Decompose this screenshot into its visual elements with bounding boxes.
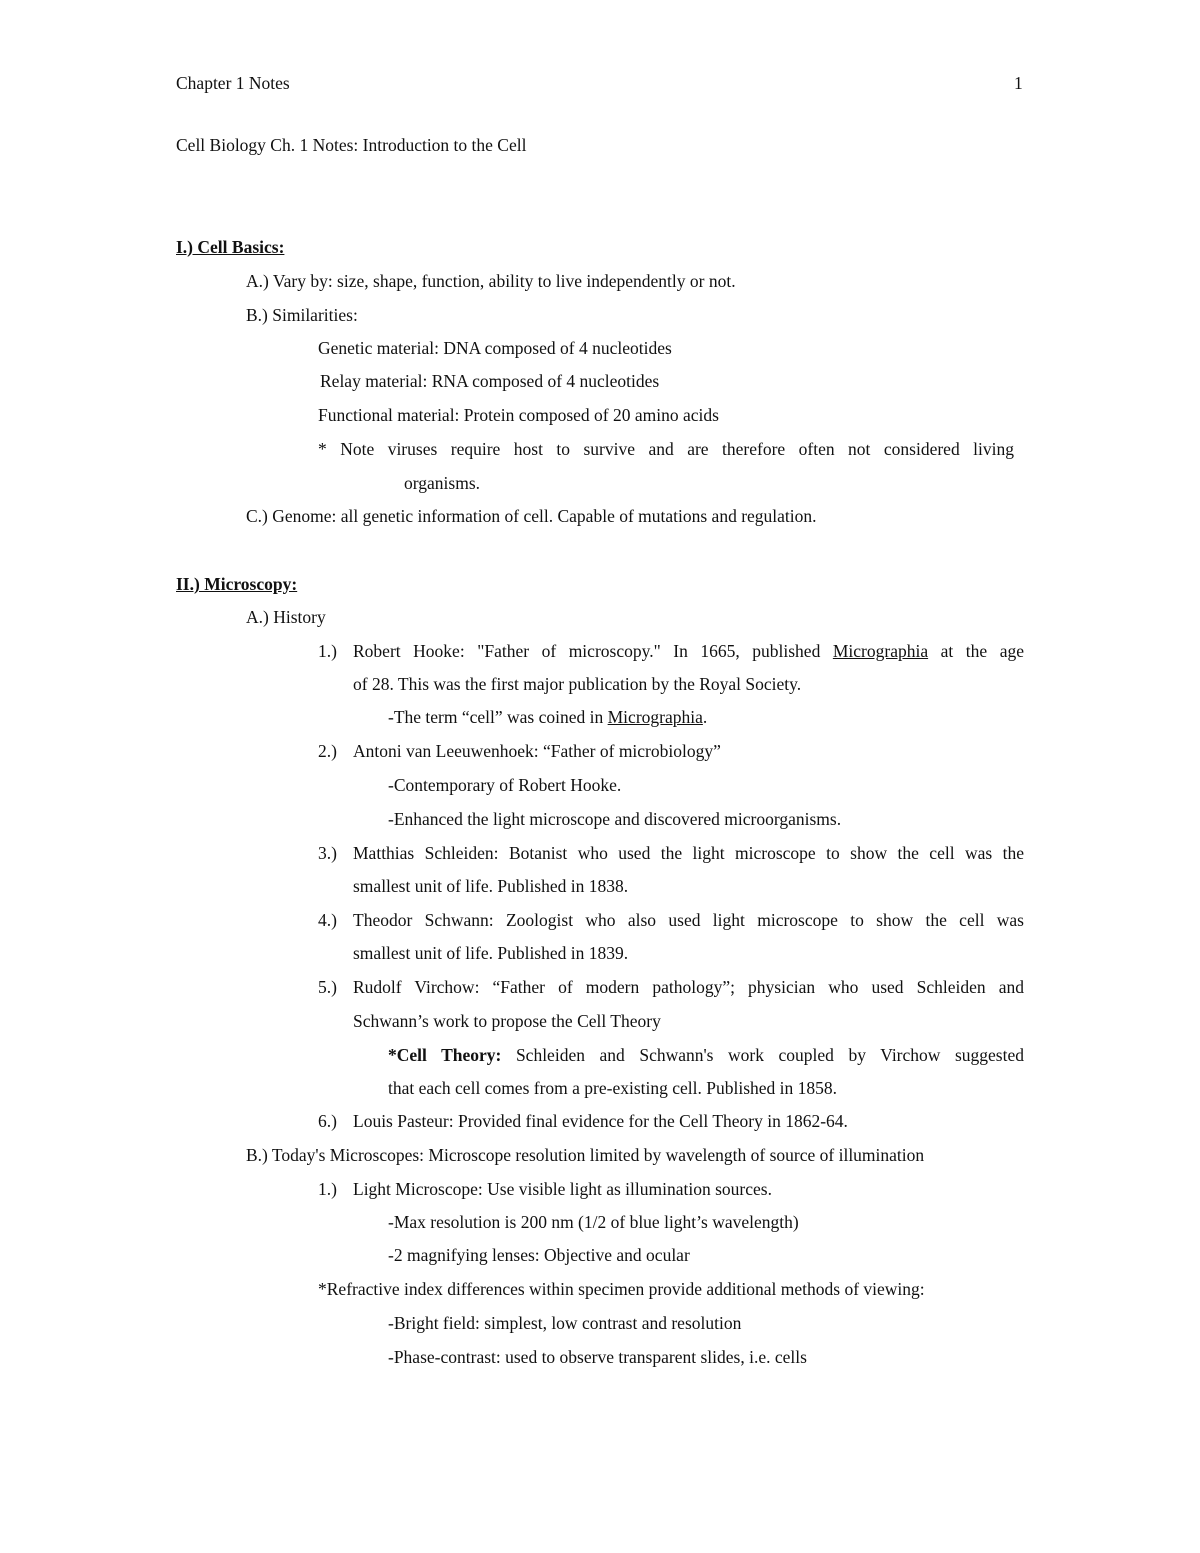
hooke-text-post: at the age [928,641,1024,661]
section-heading-cell-basics: I.) Cell Basics: [176,237,285,257]
cell-theory-label: *Cell Theory: [388,1045,502,1065]
running-header: Chapter 1 Notes [176,73,290,93]
page-number: 1 [1014,73,1023,93]
virus-note-line1: * Note viruses require host to survive and are therefore often not considered living [318,439,1014,459]
history-num-2: 2.) [318,741,337,761]
hooke-sub-cell-term [388,706,707,728]
hooke-text-pre: Robert Hooke: "Father of microscopy." In 1665, published [353,641,833,661]
light-microscope-sub2: -2 magnifying lenses: Objective and ocular [388,1245,690,1265]
history-virchow-line1: Rudolf Virchow: “Father of modern pathology”; physician who used Schleiden and [353,977,1024,997]
similarity-genetic: Genetic material: DNA composed of 4 nucleotides [318,338,672,358]
history-schleiden-line1: Matthias Schleiden: Botanist who used the light microscope to show the cell was the [353,843,1024,863]
refractive-index-note: *Refractive index differences within specimen provide additional methods of viewing: [318,1279,925,1299]
similarity-functional: Functional material: Protein composed of 20 amino acids [318,405,719,425]
history-num-6: 6.) [318,1111,337,1131]
history-schwann-line2: smallest unit of life. Published in 1839. [353,943,629,963]
cell-theory-text: Schleiden and Schwann's work coupled by Virchow suggested [501,1045,1024,1065]
history-leeuwenhoek: Antoni van Leeuwenhoek: “Father of microbiology” [353,741,721,761]
light-microscope: Light Microscope: Use visible light as illumination sources. [353,1179,772,1199]
similarity-relay: Relay material: RNA composed of 4 nucleotides [320,371,660,391]
history-num-5: 5.) [318,977,337,997]
document-title: Cell Biology Ch. 1 Notes: Introduction to the Cell [176,135,527,155]
cell-basics-item-a: A.) Vary by: size, shape, function, ability to live independently or not. [246,271,736,291]
microscopy-item-b-todays: B.) Today's Microscopes: Microscope resolution limited by wavelength of source of illumination [246,1145,925,1165]
microscopy-item-a-history: A.) History [246,607,326,627]
history-pasteur: Louis Pasteur: Provided final evidence for the Cell Theory in 1862-64. [353,1111,848,1131]
history-hooke-line2: of 28. This was the first major publication by the Royal Society. [353,674,802,694]
phase-contrast: -Phase-contrast: used to observe transparent slides, i.e. cells [388,1347,807,1367]
history-schleiden-line2: smallest unit of life. Published in 1838. [353,876,629,896]
micrographia-title-2: Micrographia [607,707,703,727]
cell-theory-line2: that each cell comes from a pre-existing cell. Published in 1858. [388,1078,838,1098]
history-virchow-line2: Schwann’s work to propose the Cell Theory [353,1011,661,1031]
cell-theory-line1 [388,1044,1024,1066]
history-hooke-line1 [353,640,1024,662]
cell-basics-item-c: C.) Genome: all genetic information of cell. Capable of mutations and regulation. [246,506,817,526]
micrographia-title: Micrographia [832,641,929,661]
history-num-3: 3.) [318,843,337,863]
cell-basics-item-b: B.) Similarities: [246,305,358,325]
history-num-1: 1.) [318,641,337,661]
light-microscope-sub1: -Max resolution is 200 nm (1/2 of blue light’s wavelength) [388,1212,799,1232]
virus-note-line2: organisms. [404,473,480,493]
section-heading-microscopy: II.) Microscopy: [176,574,298,594]
cell-term-pre: -The term “cell” was coined in [388,707,608,727]
bright-field: -Bright field: simplest, low contrast and resolution [388,1313,742,1333]
cell-term-post: . [702,707,708,727]
history-num-4: 4.) [318,910,337,930]
todays-num-1: 1.) [318,1179,337,1199]
leeuwenhoek-sub2: -Enhanced the light microscope and discovered microorganisms. [388,809,842,829]
leeuwenhoek-sub1: -Contemporary of Robert Hooke. [388,775,622,795]
history-schwann-line1: Theodor Schwann: Zoologist who also used light microscope to show the cell was [353,910,1024,930]
